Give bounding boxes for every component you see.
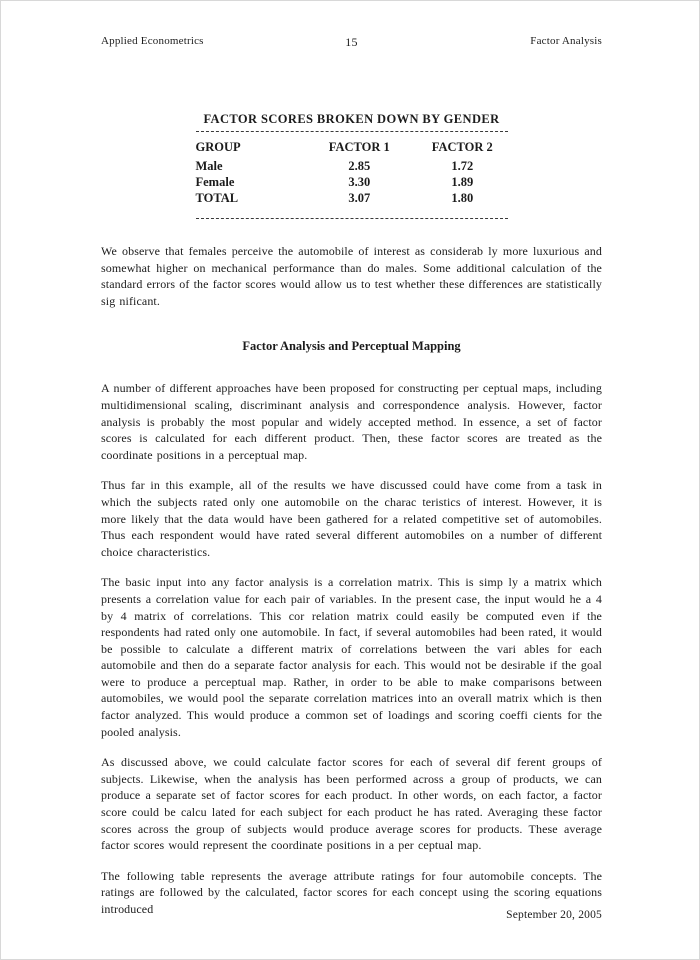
cell-factor1-total: 3.07 (348, 190, 371, 205)
cell-factor1-male: 2.85 (348, 158, 371, 173)
paragraph-gender-discussion: We observe that females perceive the automobile of interest as considerab ly more luxurious and somewhat higher on mechanical performance than do males. Some additional calculation of the standard errors of the factor scores would allow us to test whether these differences are statistically sig nificant. (101, 244, 602, 308)
factor-scores-table (196, 134, 508, 206)
table-row-female (196, 174, 508, 190)
table-divider-bottom (196, 218, 508, 219)
cell-factor1-female: 3.30 (348, 174, 371, 189)
running-header-left: Applied Econometrics (101, 35, 204, 47)
paragraph-task-scope: Thus far in this example, all of the results we have discussed could have come from a task in which the subjects rated only one automobile on the charac teristics of interest. However, it is more likely that the data would have been gathered for a related competitive set of automobiles. Thus each respondent would have rated several different automobiles on a number of different choice characteristics. (101, 478, 602, 559)
cell-factor2-female: 1.89 (451, 174, 474, 189)
section-heading: Factor Analysis and Perceptual Mapping (242, 339, 461, 354)
paragraph-approaches: A number of different approaches have been proposed for constructing per ceptual maps, including multidimensional scaling, discriminant analysis and correspondence analysis. However, factor analysis is probably the most popular and widely accepted method. In essence, a set of factor scores is calculated for each different product. Then, these factor scores are treated as the coordinate positions in a perceptual map. (101, 381, 602, 462)
page-header (101, 35, 602, 50)
cell-factor2-male: 1.72 (451, 158, 474, 173)
table-row-male (196, 158, 508, 174)
column-header-factor2: FACTOR 2 (431, 140, 493, 154)
table-divider-top (196, 131, 508, 132)
cell-group-total: TOTAL (195, 190, 239, 205)
table-row-total (196, 190, 508, 206)
gender-table-block (196, 112, 508, 219)
document-page (1, 1, 699, 959)
table-header-row (196, 134, 508, 158)
table-title: FACTOR SCORES BROKEN DOWN BY GENDER (203, 112, 500, 126)
cell-factor2-total: 1.80 (451, 190, 474, 205)
running-header-right: Factor Analysis (530, 35, 602, 47)
column-header-factor1: FACTOR 1 (328, 140, 390, 154)
paragraph-following-table: The following table represents the average attribute ratings for four automobile concepts. The ratings are followed by the calculated, factor scores for each concept using the scoring equations introduced (101, 868, 602, 916)
page-number: 15 (345, 35, 358, 49)
footer-date: September 20, 2005 (506, 909, 602, 921)
paragraph-factor-scores: As discussed above, we could calculate factor scores for each of several dif ferent groups of subjects. Likewise, when the analysis has been performed across a group of products, we can produce a separate set of factor scores for each product. In other words, on each factor, a factor score could be calcu lated for each subject for each product he has rated. Averaging these factor scores across the group of subjects would produce average scores for products. These average factor scores would represent the coordinate positions in a per ceptual map. (101, 755, 602, 853)
cell-group-female: Female (195, 174, 235, 189)
paragraph-correlation-matrix: The basic input into any factor analysis is a correlation matrix. This is simp ly a matrix which presents a correlation value for each pair of variables. In the present case, the input would he a 4 by 4 matrix of correlations. This cor relation matrix could easily be computed even if the respondents had rated only one automobile. In fact, if several automobiles had been rated, it would be possible to calculate a different matrix of correlations between the vari ables for each automobile and then do a separate factor analysis for each. This would not be desirable if the goal were to produce a perceptual map. Rather, in order to be able to make comparisons between automobiles, we would pool the separate correlation matrices into an overall matrix which is then factor analyzed. This would produce a common set of loadings and scoring coeffi cients for the pooled analysis. (101, 575, 602, 739)
cell-group-male: Male (195, 158, 223, 173)
column-header-group: GROUP (195, 140, 241, 154)
